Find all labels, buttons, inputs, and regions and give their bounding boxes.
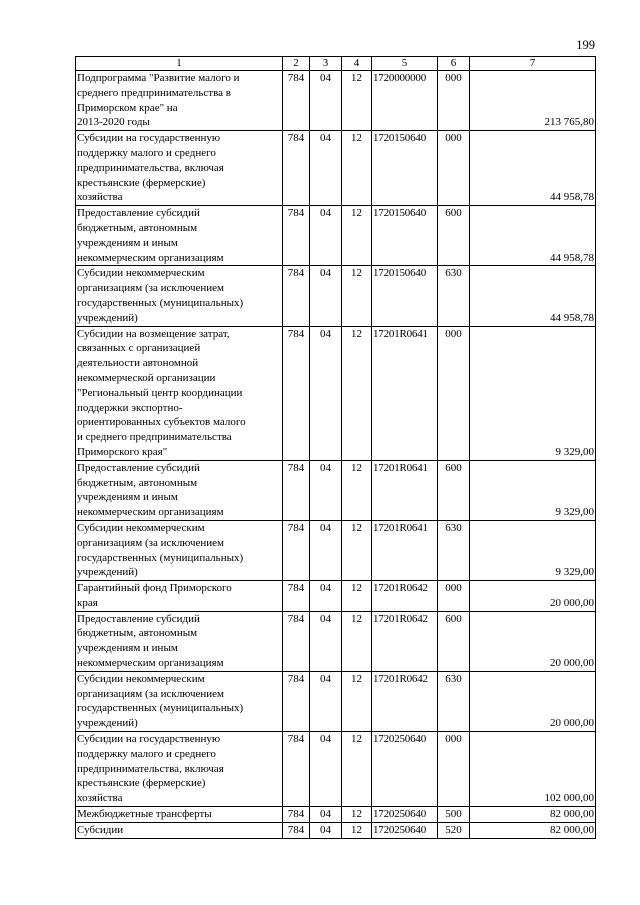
row-col-4: 12 xyxy=(342,71,372,131)
row-col-2: 784 xyxy=(283,71,310,131)
header-col-4: 4 xyxy=(342,57,372,71)
row-name-line: деятельности автономной xyxy=(77,357,199,370)
row-target-code: 1720250640 xyxy=(372,822,438,838)
row-name xyxy=(76,732,283,807)
row-name-line: связанных с организацией xyxy=(77,342,201,355)
row-col-2: 784 xyxy=(283,581,310,612)
row-name-line: организациям (за исключением xyxy=(77,282,225,295)
row-col-3: 04 xyxy=(310,520,342,580)
row-name-line: края xyxy=(77,596,98,609)
row-name xyxy=(76,807,283,823)
row-name-line: учреждений) xyxy=(77,311,138,324)
table-row xyxy=(76,822,596,838)
row-name xyxy=(76,460,283,520)
row-col-3: 04 xyxy=(310,807,342,823)
row-name-line: Приморского края" xyxy=(77,445,168,458)
table-row xyxy=(76,520,596,580)
row-col-2: 784 xyxy=(283,266,310,326)
row-name-line: 2013-2020 годы xyxy=(77,116,150,129)
row-target-code: 17201R0641 xyxy=(372,520,438,580)
row-col-6: 000 xyxy=(438,131,470,206)
header-col-2: 2 xyxy=(283,57,310,71)
row-col-3: 04 xyxy=(310,822,342,838)
row-name xyxy=(76,581,283,612)
row-name xyxy=(76,266,283,326)
row-col-2: 784 xyxy=(283,732,310,807)
row-col-4: 12 xyxy=(342,671,372,731)
row-name-line: бюджетным, автономным xyxy=(77,221,198,234)
table-row xyxy=(76,671,596,731)
row-amount: 9 329,00 xyxy=(470,326,596,460)
table-row xyxy=(76,266,596,326)
row-name-line: поддержку малого и среднего xyxy=(77,146,216,159)
row-col-3: 04 xyxy=(310,732,342,807)
table-row xyxy=(76,732,596,807)
row-name xyxy=(76,611,283,671)
row-name-line: поддержки экспортно- xyxy=(77,401,183,414)
table-row xyxy=(76,71,596,131)
row-name-line: Приморском крае" на xyxy=(77,101,178,114)
row-target-code: 1720250640 xyxy=(372,807,438,823)
row-col-6: 000 xyxy=(438,71,470,131)
row-amount: 9 329,00 xyxy=(470,460,596,520)
row-col-2: 784 xyxy=(283,326,310,460)
row-name-line: учреждениям и иным xyxy=(77,491,178,504)
row-name-line: и среднего предпринимательства xyxy=(77,431,232,444)
row-col-4: 12 xyxy=(342,520,372,580)
row-col-4: 12 xyxy=(342,581,372,612)
row-col-2: 784 xyxy=(283,671,310,731)
row-amount: 213 765,80 xyxy=(470,71,596,131)
row-name-line: Субсидии xyxy=(77,823,124,836)
row-col-6: 630 xyxy=(438,671,470,731)
row-name-line: предпринимательства, включая xyxy=(77,762,224,775)
row-col-4: 12 xyxy=(342,131,372,206)
row-name xyxy=(76,131,283,206)
table-row xyxy=(76,460,596,520)
row-col-3: 04 xyxy=(310,671,342,731)
row-name-line: поддержку малого и среднего xyxy=(77,747,216,760)
row-col-3: 04 xyxy=(310,206,342,266)
row-col-4: 12 xyxy=(342,807,372,823)
row-col-2: 784 xyxy=(283,131,310,206)
header-col-1: 1 xyxy=(76,57,283,71)
row-col-3: 04 xyxy=(310,326,342,460)
row-target-code: 17201R0642 xyxy=(372,671,438,731)
row-col-6: 600 xyxy=(438,460,470,520)
row-name-line: Субсидии некоммерческим xyxy=(77,267,205,280)
header-col-5: 5 xyxy=(372,57,438,71)
table-row xyxy=(76,206,596,266)
row-name-line: Предоставление субсидий xyxy=(77,461,200,474)
row-name-line: хозяйства xyxy=(77,191,123,204)
header-col-6: 6 xyxy=(438,57,470,71)
row-col-2: 784 xyxy=(283,520,310,580)
row-name-line: бюджетным, автономным xyxy=(77,476,198,489)
row-name-line: государственных (муниципальных) xyxy=(77,551,244,564)
row-col-6: 000 xyxy=(438,326,470,460)
row-name-line: некоммерческим организациям xyxy=(77,657,224,670)
row-col-6: 500 xyxy=(438,807,470,823)
row-name-line: Предоставление субсидий xyxy=(77,207,200,220)
row-name xyxy=(76,520,283,580)
row-name xyxy=(76,822,283,838)
row-name-line: учреждений) xyxy=(77,717,138,730)
row-name-line: учреждениям и иным xyxy=(77,642,178,655)
row-name xyxy=(76,326,283,460)
row-name-line: организациям (за исключением xyxy=(77,536,225,549)
row-name-line: Субсидии некоммерческим xyxy=(77,521,205,534)
row-target-code: 17201R0642 xyxy=(372,611,438,671)
row-target-code: 1720150640 xyxy=(372,206,438,266)
row-name-line: организациям (за исключением xyxy=(77,687,225,700)
row-amount: 44 958,78 xyxy=(470,131,596,206)
row-col-6: 600 xyxy=(438,611,470,671)
row-name-line: предпринимательства, включая xyxy=(77,161,224,174)
row-col-3: 04 xyxy=(310,611,342,671)
row-amount: 44 958,78 xyxy=(470,266,596,326)
table-row xyxy=(76,131,596,206)
row-target-code: 17201R0641 xyxy=(372,326,438,460)
row-target-code: 1720250640 xyxy=(372,732,438,807)
row-col-4: 12 xyxy=(342,822,372,838)
row-target-code: 1720150640 xyxy=(372,266,438,326)
row-col-2: 784 xyxy=(283,611,310,671)
row-name-line: Субсидии на возмещение затрат, xyxy=(77,327,230,340)
row-name-line: среднего предпринимательства в xyxy=(77,86,231,99)
row-col-4: 12 xyxy=(342,611,372,671)
row-name xyxy=(76,71,283,131)
row-col-4: 12 xyxy=(342,460,372,520)
row-col-3: 04 xyxy=(310,71,342,131)
row-col-2: 784 xyxy=(283,807,310,823)
row-name-line: некоммерческим организациям xyxy=(77,506,224,519)
row-col-6: 600 xyxy=(438,206,470,266)
row-name-line: Межбюджетные трансферты xyxy=(77,808,212,821)
header-col-7: 7 xyxy=(470,57,596,71)
row-amount: 102 000,00 xyxy=(470,732,596,807)
row-amount: 82 000,00 xyxy=(470,822,596,838)
row-name-line: Гарантийный фонд Приморского xyxy=(77,582,232,595)
row-target-code: 17201R0642 xyxy=(372,581,438,612)
row-col-3: 04 xyxy=(310,460,342,520)
table-row xyxy=(76,611,596,671)
row-col-6: 520 xyxy=(438,822,470,838)
row-amount: 20 000,00 xyxy=(470,671,596,731)
row-col-2: 784 xyxy=(283,206,310,266)
row-target-code: 1720150640 xyxy=(372,131,438,206)
row-name-line: учреждениям и иным xyxy=(77,236,178,249)
table-row xyxy=(76,807,596,823)
page-number: 199 xyxy=(576,38,595,52)
row-amount: 82 000,00 xyxy=(470,807,596,823)
row-name-line: хозяйства xyxy=(77,792,123,805)
row-name-line: Субсидии некоммерческим xyxy=(77,672,205,685)
row-target-code: 17201R0641 xyxy=(372,460,438,520)
row-name xyxy=(76,671,283,731)
row-name-line: Предоставление субсидий xyxy=(77,612,200,625)
row-target-code: 1720000000 xyxy=(372,71,438,131)
budget-table xyxy=(75,56,596,839)
header-row xyxy=(76,57,596,71)
row-name-line: государственных (муниципальных) xyxy=(77,702,244,715)
row-name-line: учреждений) xyxy=(77,566,138,579)
header-col-3: 3 xyxy=(310,57,342,71)
row-name-line: Субсидии на государственную xyxy=(77,132,221,145)
row-col-2: 784 xyxy=(283,822,310,838)
row-name-line: ориентированных субъектов малого xyxy=(77,416,246,429)
row-name-line: крестьянские (фермерские) xyxy=(77,176,206,189)
row-col-4: 12 xyxy=(342,326,372,460)
row-col-2: 784 xyxy=(283,460,310,520)
table-row xyxy=(76,581,596,612)
table-row xyxy=(76,326,596,460)
row-amount: 20 000,00 xyxy=(470,611,596,671)
row-amount: 20 000,00 xyxy=(470,581,596,612)
row-name-line: Субсидии на государственную xyxy=(77,733,221,746)
row-col-6: 000 xyxy=(438,581,470,612)
row-col-6: 630 xyxy=(438,520,470,580)
row-col-6: 630 xyxy=(438,266,470,326)
row-col-4: 12 xyxy=(342,206,372,266)
row-amount: 44 958,78 xyxy=(470,206,596,266)
row-name-line: Подпрограмма "Развитие малого и xyxy=(77,72,240,84)
row-col-3: 04 xyxy=(310,266,342,326)
row-name-line: бюджетным, автономным xyxy=(77,627,198,640)
row-name-line: некоммерческим организациям xyxy=(77,251,224,264)
row-name xyxy=(76,206,283,266)
row-name-line: некоммерческой организации xyxy=(77,371,216,384)
row-col-4: 12 xyxy=(342,732,372,807)
row-col-3: 04 xyxy=(310,131,342,206)
row-amount: 9 329,00 xyxy=(470,520,596,580)
row-name-line: крестьянские (фермерские) xyxy=(77,777,206,790)
row-col-3: 04 xyxy=(310,581,342,612)
row-col-4: 12 xyxy=(342,266,372,326)
row-name-line: государственных (муниципальных) xyxy=(77,296,244,309)
row-col-6: 000 xyxy=(438,732,470,807)
row-name-line: "Региональный центр координации xyxy=(77,386,243,399)
